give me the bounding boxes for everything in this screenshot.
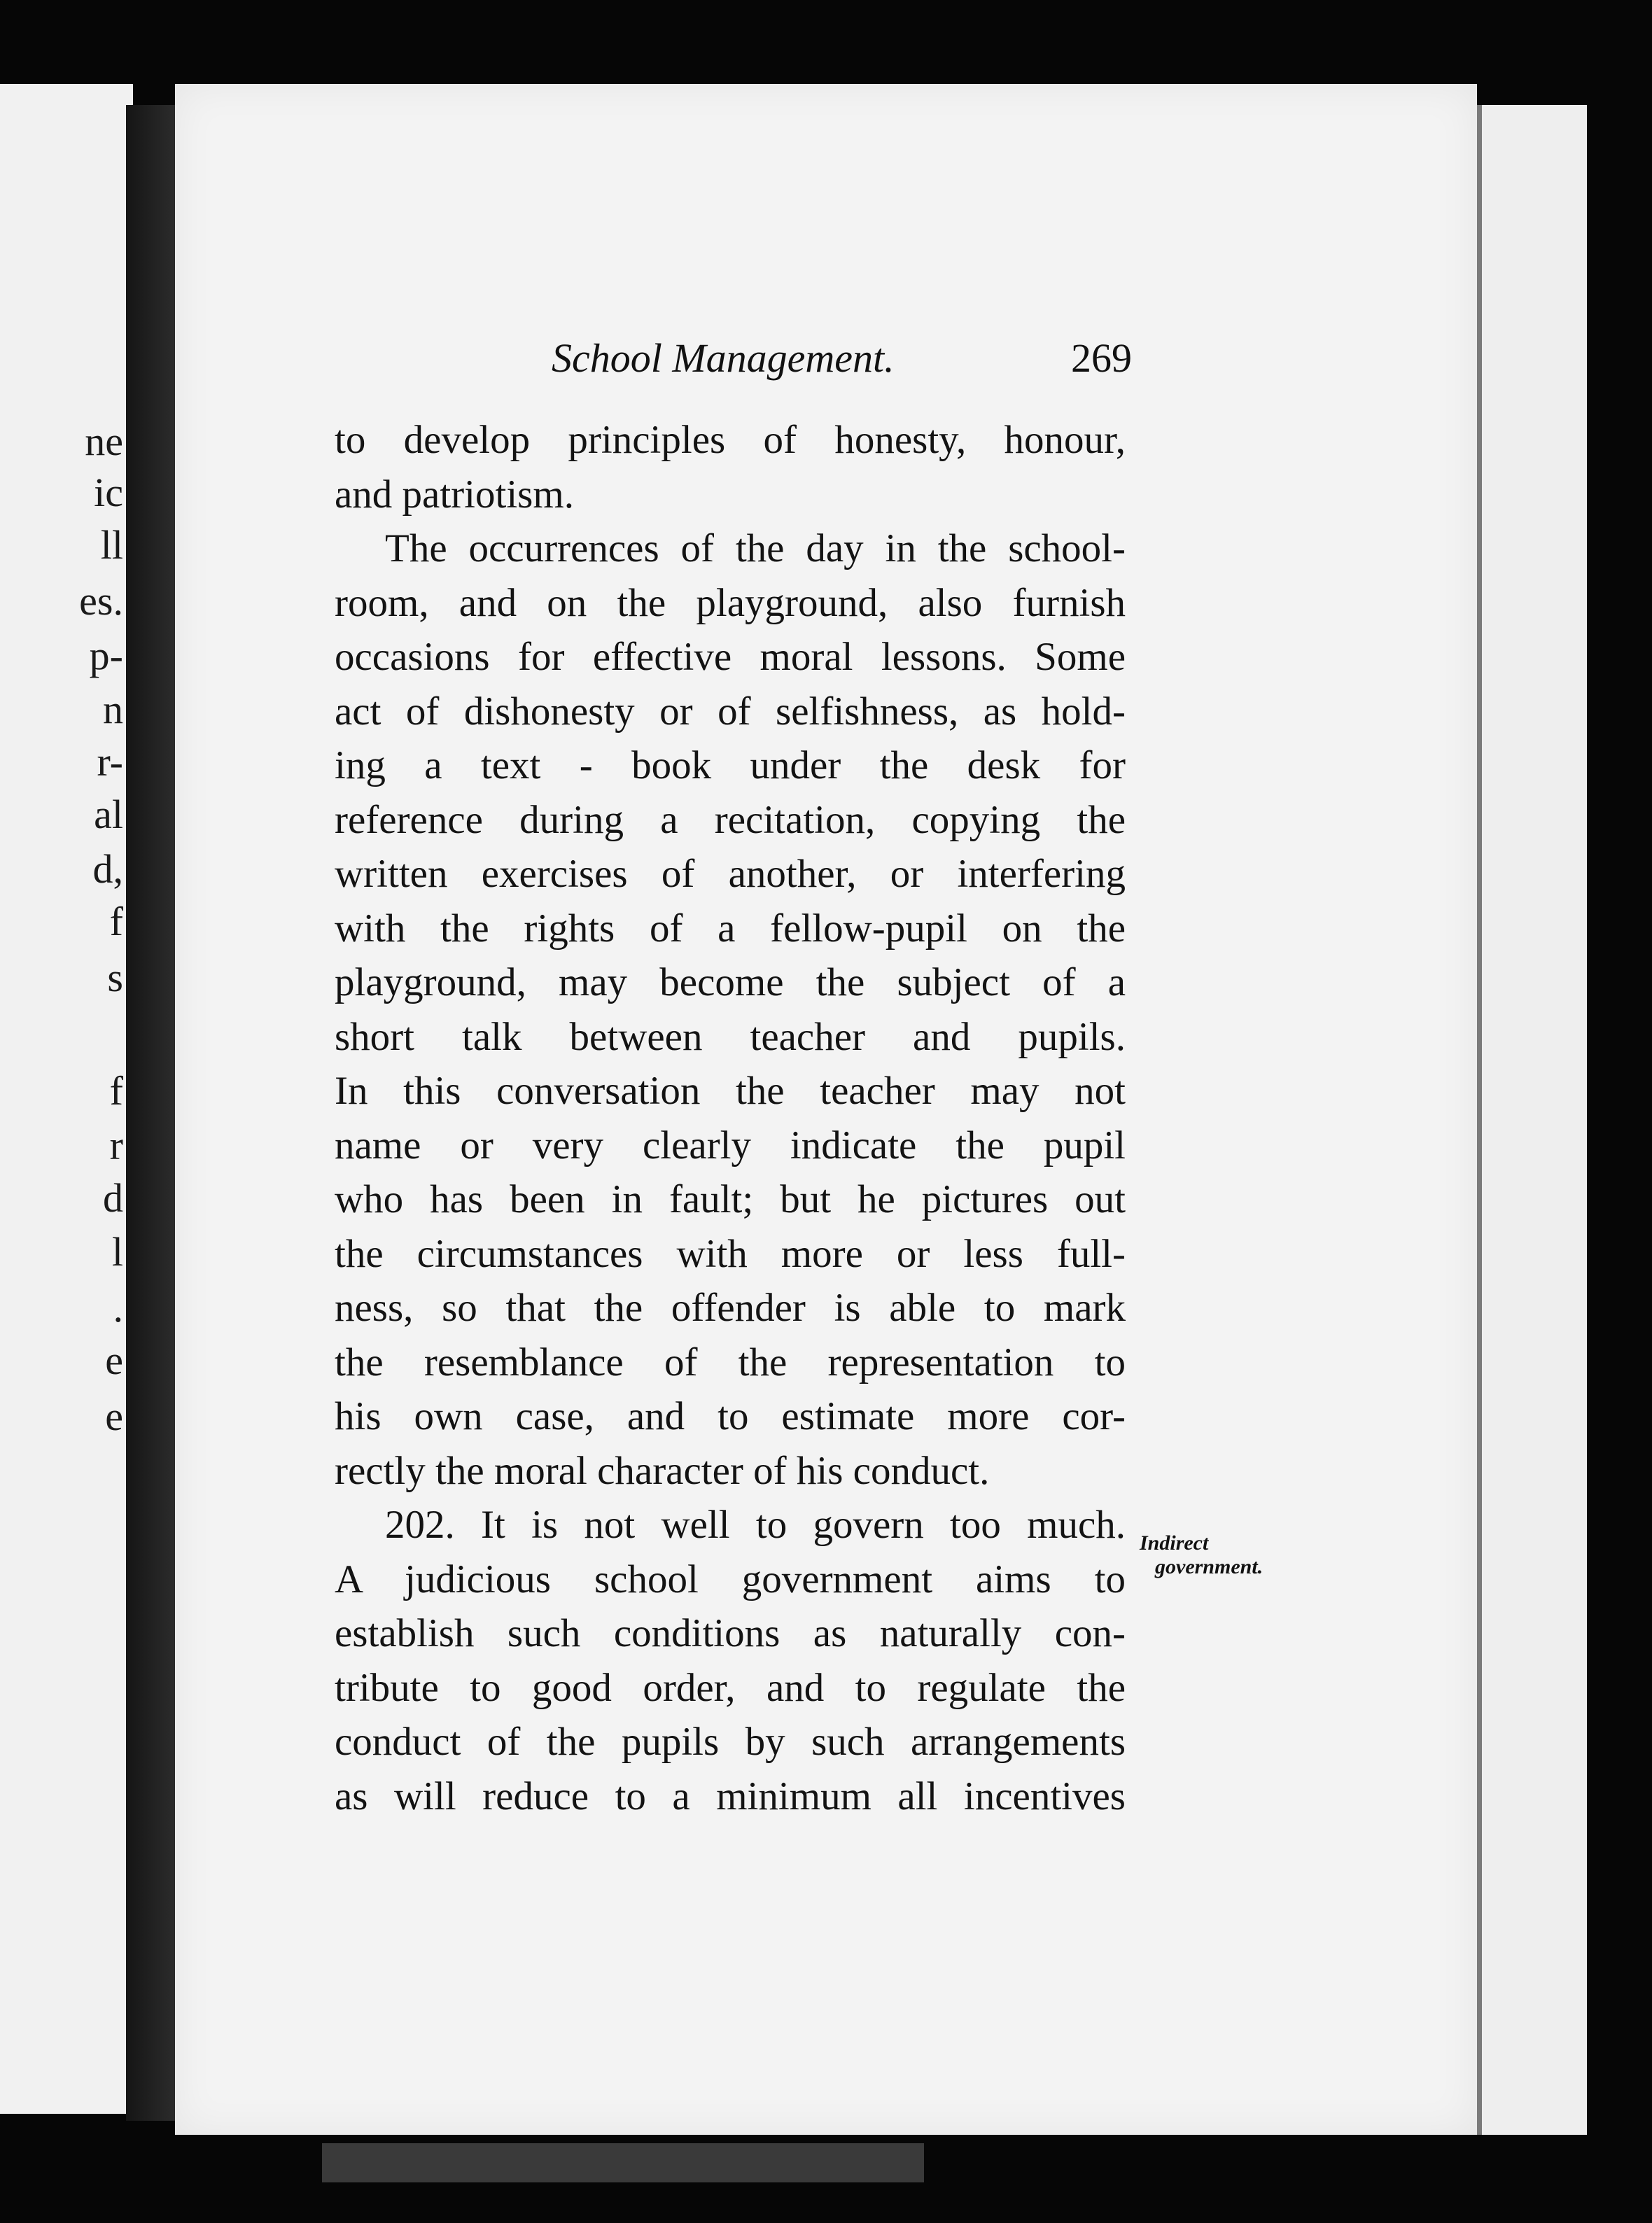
margin-note-line: government. (1155, 1555, 1264, 1578)
previous-page-fragment: r- (97, 739, 123, 785)
previous-page-fragment: e (105, 1394, 123, 1439)
scan-bottom-band (322, 2143, 924, 2182)
previous-page-fragment: ic (94, 470, 123, 515)
body-text-line: the resemblance of the representation to (335, 1340, 1126, 1384)
previous-page-fragment: l (111, 1229, 123, 1275)
body-text-line: rectly the moral character of his conduct. (335, 1449, 990, 1493)
previous-page-fragment: al (94, 792, 123, 837)
body-text-line: the circumstances with more or less full- (335, 1232, 1126, 1276)
previous-page-fragment: ne (85, 419, 123, 464)
body-text-line: who has been in fault; but he pictures out (335, 1177, 1126, 1221)
body-text-line: to develop principles of honesty, honour, (335, 418, 1126, 462)
margin-note-line: Indirect (1140, 1531, 1209, 1555)
body-text-line: playground, may become the subject of a (335, 960, 1126, 1004)
previous-page-fragment: d (103, 1175, 123, 1221)
body-text-line: tribute to good order, and to regulate the (335, 1666, 1126, 1710)
body-text-line: In this conversation the teacher may not (335, 1069, 1126, 1113)
body-text-line: conduct of the pupils by such arrangements (335, 1720, 1126, 1764)
page-number: 269 (1071, 335, 1132, 381)
body-text-line: ness, so that the offender is able to mark (335, 1286, 1126, 1330)
previous-page-fragment: f (109, 1068, 123, 1114)
previous-page-fragment: d, (92, 846, 123, 892)
body-text-line: ing a text - book under the desk for (335, 743, 1126, 787)
previous-page-edge (0, 84, 133, 2114)
body-text-line: reference during a recitation, copying the (335, 798, 1126, 842)
body-text-line: as will reduce to a minimum all incentives (335, 1774, 1126, 1818)
previous-page-fragment: r (109, 1123, 123, 1168)
body-text-line: 202. It is not well to govern too much. (385, 1503, 1126, 1547)
body-text-line: occasions for effective moral lessons. Some (335, 635, 1126, 679)
previous-page-fragment: f (109, 899, 123, 944)
previous-page-fragment: p- (89, 633, 123, 678)
previous-page-fragment: ll (100, 522, 123, 568)
previous-page-fragment: e (105, 1338, 123, 1383)
page-edge-strip (1477, 105, 1587, 2135)
previous-page-fragment: es. (79, 578, 123, 624)
body-text-line: short talk between teacher and pupils. (335, 1015, 1126, 1059)
body-text-line: written exercises of another, or interfering (335, 852, 1126, 896)
previous-page-fragment: n (103, 687, 123, 732)
body-text-line: The occurrences of the day in the school- (385, 526, 1126, 570)
body-text-line: act of dishonesty or of selfishness, as hold- (335, 689, 1126, 734)
body-text-line: name or very clearly indicate the pupil (335, 1123, 1126, 1167)
body-text-line: establish such conditions as naturally con- (335, 1611, 1126, 1655)
running-head: School Management. (552, 335, 895, 381)
body-text-line: and patriotism. (335, 472, 574, 517)
previous-page-fragment: s (107, 955, 123, 1000)
body-text-line: his own case, and to estimate more cor- (335, 1394, 1126, 1438)
body-text-line: room, and on the playground, also furnish (335, 581, 1126, 625)
body-text-line: A judicious school government aims to (335, 1557, 1126, 1601)
previous-page-fragment: . (113, 1285, 123, 1331)
body-text-line: with the rights of a fellow-pupil on the (335, 906, 1126, 951)
